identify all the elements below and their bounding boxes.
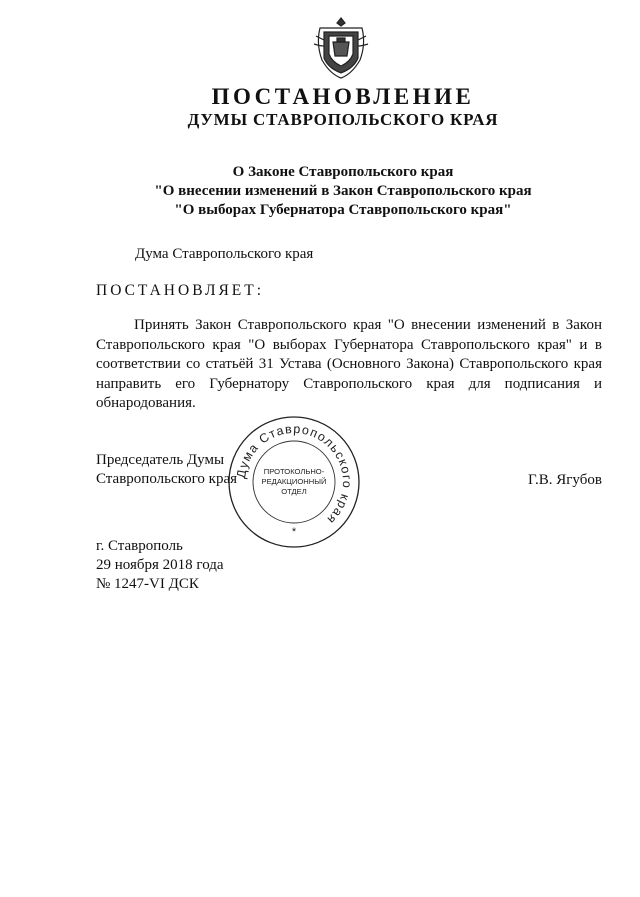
resolution-paragraph: Принять Закон Ставропольского края "О внесении изменений в Закон Ставропольского края "О выборах Губернатора Ставропольского края" и в соответствии со статьёй 31 Устава (Основного Закона) Ставропольского края направить его Губернатору Ставропольского края для подписания и обнародования. — [96, 317, 602, 411]
stamp-center-line-1: ПРОТОКОЛЬНО- — [263, 467, 325, 476]
signer-title-line-1: Председатель Думы — [96, 452, 225, 468]
intro-text: Дума Ставропольского края — [135, 246, 314, 262]
signer-title-line-2: Ставропольского края — [96, 471, 237, 487]
coat-of-arms-icon — [312, 16, 370, 80]
signer-name: Г.В. Ягубов — [528, 472, 602, 488]
resolution-body — [96, 316, 602, 414]
official-stamp — [226, 414, 362, 550]
stamp-center-line-3: ОТДЕЛ — [281, 487, 307, 496]
document-subject — [0, 163, 640, 220]
city-text: г. Ставрополь — [96, 538, 183, 554]
organization-name-heading: ДУМЫ СТАВРОПОЛЬСКОГО КРАЯ — [187, 110, 499, 129]
signer-title — [96, 451, 237, 489]
document-type-heading: ПОСТАНОВЛЕНИЕ — [211, 84, 475, 109]
stamp-ring-text: Дума Ставропольского края — [233, 421, 355, 528]
resolve-heading: ПОСТАНОВЛЯЕТ: — [96, 282, 265, 299]
place-and-date — [96, 537, 224, 594]
subject-line-2: "О внесении изменений в Закон Ставропольского края — [154, 183, 532, 199]
stamp-center-line-2: РЕДАКЦИОННЫЙ — [261, 477, 327, 486]
subject-line-1: О Законе Ставропольского края — [232, 164, 454, 180]
date-text: 29 ноября 2018 года — [96, 557, 224, 573]
document-number: № 1247-VI ДСК — [96, 576, 199, 592]
stamp-star: * — [291, 526, 297, 538]
subject-line-3: "О выборах Губернатора Ставропольского края" — [174, 202, 512, 218]
